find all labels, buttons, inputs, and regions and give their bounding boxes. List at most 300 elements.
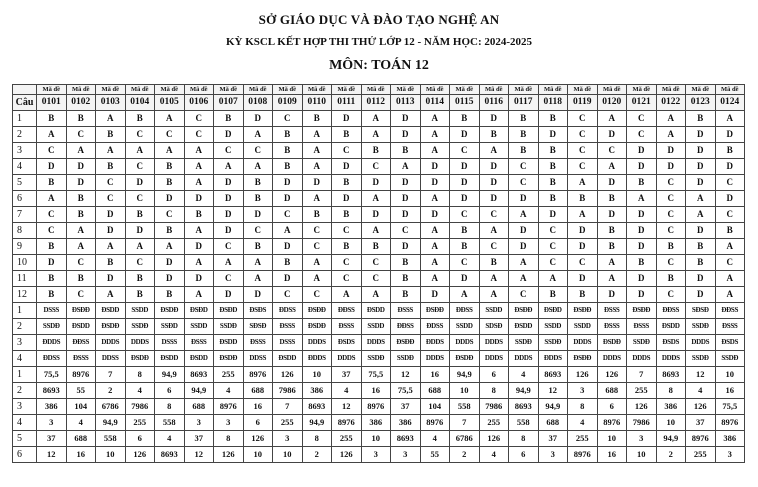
answer-row-sa — [13, 383, 745, 399]
answer-cell: 3 — [273, 431, 303, 447]
ma-de-label: Mã đề — [361, 85, 391, 95]
answer-row-mc — [13, 287, 745, 303]
answer-cell: 6 — [597, 399, 627, 415]
answer-cell: D — [686, 271, 716, 287]
answer-cell: 558 — [450, 399, 480, 415]
answer-cell: ĐDDS — [420, 335, 450, 351]
answer-cell: 6786 — [96, 399, 126, 415]
answer-cell: 6 — [243, 415, 273, 431]
answer-cell: C — [627, 111, 657, 127]
answer-cell: 8 — [479, 383, 509, 399]
department-title: SỞ GIÁO DỤC VÀ ĐÀO TẠO NGHỆ AN — [258, 12, 500, 27]
question-number: 5 — [13, 175, 37, 191]
ma-de-label: Mã đề — [538, 85, 568, 95]
answer-cell: D — [568, 223, 598, 239]
answer-cell: A — [420, 223, 450, 239]
answer-cell: ĐSDĐ — [125, 351, 155, 367]
answer-cell: A — [479, 271, 509, 287]
answer-cell: ĐSSS — [715, 319, 745, 335]
answer-cell: A — [37, 191, 67, 207]
answer-cell: 4 — [332, 383, 362, 399]
answer-cell: A — [155, 239, 185, 255]
answer-cell: 8976 — [66, 367, 96, 383]
question-number: 8 — [13, 223, 37, 239]
answer-cell: B — [391, 255, 421, 271]
answer-cell: D — [627, 143, 657, 159]
answer-cell: ĐSSS — [273, 319, 303, 335]
answer-cell: D — [66, 159, 96, 175]
answer-cell: B — [332, 207, 362, 223]
answer-cell: 16 — [715, 383, 745, 399]
exam-code-header: 0101 — [37, 95, 67, 111]
answer-cell: 386 — [37, 399, 67, 415]
answer-cell: B — [243, 239, 273, 255]
answer-cell: 8976 — [214, 399, 244, 415]
answer-cell: A — [184, 223, 214, 239]
answer-cell: A — [302, 127, 332, 143]
answer-cell: ĐSSS — [391, 303, 421, 319]
answer-row-sa — [13, 431, 745, 447]
answer-cell: 4 — [479, 447, 509, 463]
answer-cell: B — [597, 223, 627, 239]
answer-cell: ĐSĐĐ — [391, 335, 421, 351]
answer-cell: C — [332, 255, 362, 271]
answer-cell: 6 — [125, 431, 155, 447]
question-number: 4 — [13, 159, 37, 175]
answer-cell: 386 — [302, 383, 332, 399]
question-number: 10 — [13, 255, 37, 271]
answer-cell: B — [391, 143, 421, 159]
exam-code-header: 0120 — [597, 95, 627, 111]
answer-cell: 94,9 — [96, 415, 126, 431]
answer-cell: D — [214, 207, 244, 223]
answer-cell: D — [715, 191, 745, 207]
answer-cell: 10 — [715, 367, 745, 383]
answer-cell: 94,9 — [155, 367, 185, 383]
answer-cell: 12 — [538, 383, 568, 399]
answer-cell: C — [509, 175, 539, 191]
question-number: 3 — [13, 399, 37, 415]
answer-cell: 3 — [37, 415, 67, 431]
answer-cell: B — [332, 175, 362, 191]
answer-cell: 12 — [37, 447, 67, 463]
answer-cell: A — [715, 271, 745, 287]
answer-cell: B — [715, 143, 745, 159]
answer-cell: C — [273, 287, 303, 303]
answer-cell: 8693 — [391, 431, 421, 447]
answer-cell: D — [361, 207, 391, 223]
answer-cell: C — [332, 271, 362, 287]
answer-cell: A — [96, 239, 126, 255]
answer-cell: SSDD — [568, 319, 598, 335]
answer-cell: D — [420, 175, 450, 191]
answer-cell: D — [332, 159, 362, 175]
answer-cell: B — [509, 111, 539, 127]
answer-cell: ĐSDS — [656, 335, 686, 351]
ma-de-label: Mã đề — [302, 85, 332, 95]
answer-cell: DDDS — [96, 335, 126, 351]
answer-cell: ĐDDS — [302, 351, 332, 367]
answer-cell: 4 — [66, 415, 96, 431]
answer-cell: ĐSĐD — [214, 303, 244, 319]
answer-cell: A — [420, 127, 450, 143]
answer-cell: C — [479, 239, 509, 255]
answer-cell: 386 — [391, 415, 421, 431]
answer-cell: B — [538, 143, 568, 159]
answer-cell: ĐĐSS — [715, 303, 745, 319]
answer-cell: C — [597, 143, 627, 159]
answer-cell: D — [597, 175, 627, 191]
answer-cell: ĐDSS — [420, 319, 450, 335]
answer-cell: 126 — [332, 447, 362, 463]
answer-row-mc — [13, 127, 745, 143]
answer-cell: 94,9 — [302, 415, 332, 431]
answer-cell: 688 — [538, 415, 568, 431]
answer-cell: B — [243, 175, 273, 191]
answer-cell: B — [656, 239, 686, 255]
answer-cell: ĐSSS — [597, 319, 627, 335]
answer-cell: B — [686, 255, 716, 271]
answer-cell: A — [391, 159, 421, 175]
answer-cell: B — [125, 207, 155, 223]
answer-cell: A — [420, 143, 450, 159]
exam-code-header: 0102 — [66, 95, 96, 111]
answer-row-sa — [13, 447, 745, 463]
answer-cell: 8 — [568, 399, 598, 415]
answer-cell: D — [214, 223, 244, 239]
answer-cell: A — [184, 159, 214, 175]
answer-cell: 10 — [273, 447, 303, 463]
answer-cell: 4 — [214, 383, 244, 399]
exam-code-header: 0113 — [391, 95, 421, 111]
answer-cell: C — [391, 223, 421, 239]
answer-cell: SSDĐ — [361, 351, 391, 367]
answer-cell: C — [214, 143, 244, 159]
answer-cell: 6 — [509, 447, 539, 463]
answer-cell: 4 — [686, 383, 716, 399]
ma-de-label: Mã đề — [420, 85, 450, 95]
answer-cell: DDDS — [479, 351, 509, 367]
answer-cell: DDDS — [125, 335, 155, 351]
answer-cell: D — [155, 271, 185, 287]
answer-cell: D — [450, 175, 480, 191]
answer-cell: B — [273, 127, 303, 143]
answer-cell: ĐĐSS — [66, 335, 96, 351]
answer-cell: C — [96, 191, 126, 207]
answer-cell: D — [450, 159, 480, 175]
answer-cell: ĐSDD — [656, 319, 686, 335]
ma-de-label: Mã đề — [391, 85, 421, 95]
answer-cell: 8976 — [597, 415, 627, 431]
answer-cell: D — [627, 239, 657, 255]
answer-cell: 688 — [420, 383, 450, 399]
answer-cell: 7986 — [627, 415, 657, 431]
answer-cell: 255 — [568, 431, 598, 447]
ma-de-label: Mã đề — [125, 85, 155, 95]
answer-cell: A — [361, 191, 391, 207]
answer-cell: DDDS — [479, 335, 509, 351]
answer-cell: 8 — [656, 383, 686, 399]
answer-cell: 126 — [568, 367, 598, 383]
answer-cell: A — [302, 255, 332, 271]
answer-cell: ĐSSS — [627, 319, 657, 335]
answer-cell: C — [656, 287, 686, 303]
answer-cell: B — [568, 191, 598, 207]
answer-cell: 10 — [302, 367, 332, 383]
answer-cell: C — [715, 207, 745, 223]
answer-cell: A — [479, 287, 509, 303]
answer-cell: A — [715, 239, 745, 255]
answer-cell: SSDĐ — [214, 319, 244, 335]
answer-cell: D — [568, 239, 598, 255]
answer-cell: 688 — [597, 383, 627, 399]
answer-cell: B — [125, 287, 155, 303]
answer-cell: D — [391, 175, 421, 191]
answer-cell: B — [332, 127, 362, 143]
answer-cell: C — [568, 159, 598, 175]
answer-cell: B — [302, 111, 332, 127]
answer-cell: 10 — [361, 431, 391, 447]
answer-cell: 8 — [125, 367, 155, 383]
answer-cell: C — [302, 239, 332, 255]
answer-cell: B — [450, 223, 480, 239]
answer-cell: 12 — [686, 367, 716, 383]
answer-row-tf — [13, 319, 745, 335]
answer-cell: A — [96, 287, 126, 303]
answer-cell: A — [243, 127, 273, 143]
answer-cell: B — [597, 239, 627, 255]
answer-cell: 8693 — [184, 367, 214, 383]
answer-cell: 94,9 — [656, 431, 686, 447]
answer-cell: 255 — [627, 383, 657, 399]
answer-cell: C — [96, 175, 126, 191]
answer-cell: C — [568, 111, 598, 127]
answer-cell: 10 — [656, 415, 686, 431]
answer-cell: D — [479, 111, 509, 127]
answer-cell: A — [656, 127, 686, 143]
answer-cell: SSDD — [125, 303, 155, 319]
answer-cell: 10 — [243, 447, 273, 463]
exam-code-header: 0107 — [214, 95, 244, 111]
answer-cell: 10 — [597, 431, 627, 447]
question-number: 9 — [13, 239, 37, 255]
answer-cell: ĐDSS — [273, 303, 303, 319]
answer-cell: DDSS — [243, 351, 273, 367]
answer-cell: A — [538, 271, 568, 287]
answer-cell: 558 — [155, 415, 185, 431]
answer-cell: C — [361, 255, 391, 271]
answer-cell: B — [450, 239, 480, 255]
answer-cell: 386 — [715, 431, 745, 447]
answer-cell: D — [509, 239, 539, 255]
answer-row-mc — [13, 191, 745, 207]
answer-cell: 8 — [155, 399, 185, 415]
exam-code-header: 0121 — [627, 95, 657, 111]
question-number: 12 — [13, 287, 37, 303]
answer-cell: D — [627, 271, 657, 287]
exam-title: KỲ KSCL KẾT HỢP THI THỬ LỚP 12 - NĂM HỌC: 2024-2025 — [225, 36, 533, 48]
answer-cell: DDDS — [597, 351, 627, 367]
answer-cell: B — [627, 175, 657, 191]
answer-cell: D — [597, 207, 627, 223]
answer-cell: SSDĐ — [686, 319, 716, 335]
answer-cell: A — [597, 159, 627, 175]
answer-cell: A — [715, 111, 745, 127]
answer-cell: A — [361, 111, 391, 127]
answer-cell: ĐSSS — [597, 303, 627, 319]
answer-cell: 126 — [597, 367, 627, 383]
answer-cell: 3 — [538, 447, 568, 463]
answer-cell: A — [479, 223, 509, 239]
answer-cell: D — [184, 191, 214, 207]
answer-cell: A — [96, 143, 126, 159]
answer-cell: D — [509, 191, 539, 207]
answer-cell: ĐSDD — [273, 351, 303, 367]
exam-code-header: 0114 — [420, 95, 450, 111]
answer-cell: A — [420, 191, 450, 207]
answer-cell: D — [686, 175, 716, 191]
answer-cell: A — [420, 111, 450, 127]
answer-cell: D — [420, 207, 450, 223]
answer-cell: B — [37, 175, 67, 191]
answer-cell: 126 — [479, 431, 509, 447]
answer-cell: D — [686, 143, 716, 159]
answer-cell: C — [538, 255, 568, 271]
answer-cell: D — [479, 175, 509, 191]
answer-cell: C — [656, 223, 686, 239]
answer-cell: 8693 — [37, 383, 67, 399]
answer-cell: 94,9 — [450, 367, 480, 383]
answer-cell: SSDĐ — [538, 335, 568, 351]
answer-cell: 3 — [715, 447, 745, 463]
ma-de-label: Mã đề — [479, 85, 509, 95]
answer-cell: A — [597, 111, 627, 127]
answer-cell: ĐSĐD — [538, 303, 568, 319]
answer-cell: B — [332, 239, 362, 255]
answer-cell: B — [538, 287, 568, 303]
answer-cell: D — [243, 207, 273, 223]
answer-cell: ĐSĐĐ — [420, 303, 450, 319]
answer-cell: SSDĐ — [391, 351, 421, 367]
answer-cell: B — [450, 111, 480, 127]
answer-cell: 3 — [627, 431, 657, 447]
answer-cell: DDDS — [627, 351, 657, 367]
answer-cell: SĐSĐ — [243, 319, 273, 335]
answer-cell: SSDĐ — [715, 351, 745, 367]
answer-cell: C — [715, 255, 745, 271]
answer-cell: C — [656, 255, 686, 271]
answer-cell: B — [96, 159, 126, 175]
answer-cell: B — [361, 239, 391, 255]
answer-cell: DDDS — [656, 351, 686, 367]
answer-cell: ĐSDD — [96, 303, 126, 319]
answer-cell: A — [420, 255, 450, 271]
answer-cell: C — [361, 271, 391, 287]
answer-cell: B — [66, 191, 96, 207]
answer-cell: 2 — [302, 447, 332, 463]
answer-cell: 688 — [184, 399, 214, 415]
answer-cell: C — [184, 127, 214, 143]
answer-cell: D — [627, 223, 657, 239]
answer-cell: D — [302, 175, 332, 191]
answer-cell: A — [66, 223, 96, 239]
answer-cell: A — [184, 143, 214, 159]
answer-cell: 3 — [184, 415, 214, 431]
answer-cell: DDDS — [420, 351, 450, 367]
answer-cell: SSDD — [184, 319, 214, 335]
answer-cell: 75,5 — [391, 383, 421, 399]
exam-code-header: 0108 — [243, 95, 273, 111]
answer-cell: D — [391, 111, 421, 127]
answer-row-mc — [13, 111, 745, 127]
answer-cell: 4 — [420, 431, 450, 447]
answer-cell: ĐSSS — [332, 319, 362, 335]
answer-cell: B — [538, 111, 568, 127]
answer-cell: B — [273, 255, 303, 271]
answer-cell: 2 — [656, 447, 686, 463]
answer-cell: C — [184, 111, 214, 127]
answer-cell: 7 — [627, 367, 657, 383]
ma-de-label: Mã đề — [66, 85, 96, 95]
answer-cell: C — [302, 223, 332, 239]
header-row-codes — [13, 95, 745, 111]
answer-cell: C — [450, 255, 480, 271]
answer-cell: C — [273, 207, 303, 223]
answer-cell: A — [96, 111, 126, 127]
answer-cell: B — [568, 287, 598, 303]
answer-cell: 6786 — [450, 431, 480, 447]
question-number: 11 — [13, 271, 37, 287]
answer-cell: A — [420, 239, 450, 255]
answer-cell: B — [656, 271, 686, 287]
header-row-ma-de — [13, 85, 745, 95]
answer-cell: ĐSDD — [155, 351, 185, 367]
ma-de-label: Mã đề — [627, 85, 657, 95]
answer-cell: D — [715, 127, 745, 143]
answer-cell: 8 — [214, 431, 244, 447]
answer-cell: ĐSĐS — [243, 303, 273, 319]
answer-cell: A — [656, 111, 686, 127]
answer-cell: D — [656, 159, 686, 175]
answer-cell: SSDD — [361, 319, 391, 335]
answer-row-mc — [13, 223, 745, 239]
answer-cell: A — [184, 255, 214, 271]
answer-cell: ĐSDD — [184, 351, 214, 367]
ma-de-label: Mã đề — [184, 85, 214, 95]
answer-cell: ĐSDD — [66, 319, 96, 335]
answer-key-table — [12, 84, 745, 463]
answer-cell: 386 — [656, 399, 686, 415]
answer-cell: A — [479, 143, 509, 159]
answer-cell: D — [37, 255, 67, 271]
answer-cell: 104 — [66, 399, 96, 415]
answer-cell: C — [656, 207, 686, 223]
answer-cell: C — [125, 191, 155, 207]
answer-cell: B — [125, 271, 155, 287]
answer-cell: B — [66, 207, 96, 223]
answer-cell: SSDD — [479, 303, 509, 319]
answer-cell: D — [420, 159, 450, 175]
answer-cell: ĐSSS — [66, 351, 96, 367]
answer-cell: ĐSDĐ — [302, 319, 332, 335]
ma-de-label: Mã đề — [450, 85, 480, 95]
answer-cell: D — [214, 191, 244, 207]
answer-cell: A — [273, 223, 303, 239]
answer-cell: SSDĐ — [686, 351, 716, 367]
answer-cell: DDDS — [568, 335, 598, 351]
answer-cell: B — [391, 271, 421, 287]
answer-cell: A — [214, 255, 244, 271]
